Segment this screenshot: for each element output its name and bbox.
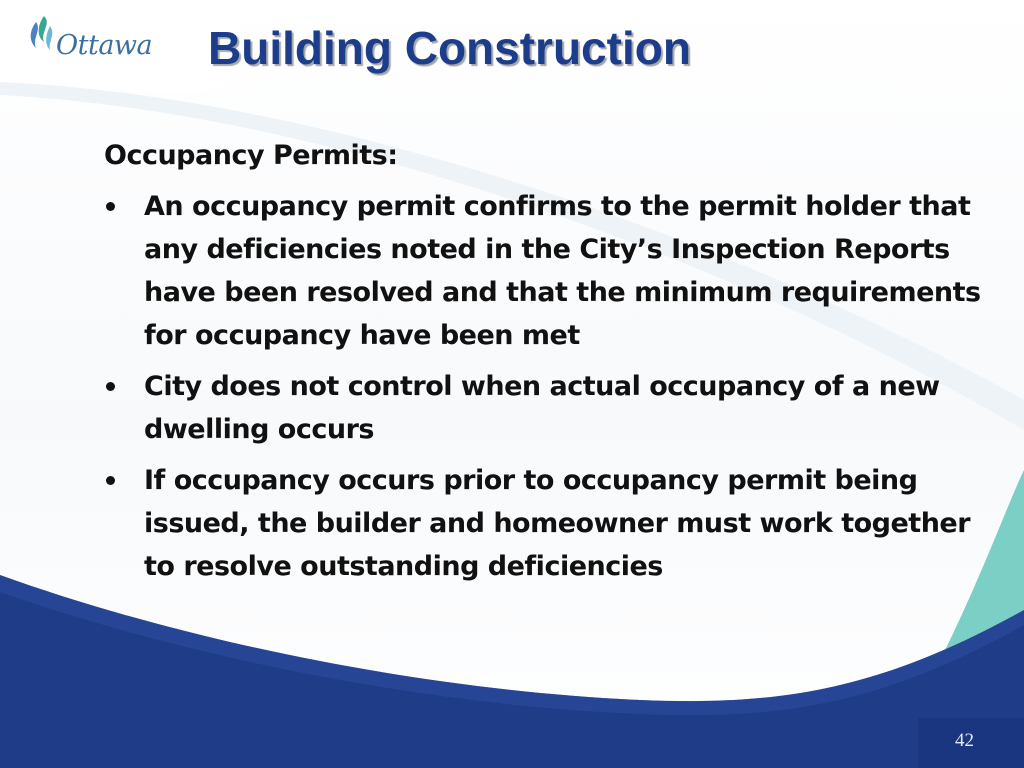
slide-title: Building Construction <box>208 22 691 74</box>
bullet-text: An occupancy permit confirms to the permit holder that any deficiencies noted in the City’s Inspection Reports have been resolved and that the minimum requirements for occupancy have been met <box>144 191 981 351</box>
bullet-dot-icon <box>106 202 115 211</box>
page-number: 42 <box>955 730 974 751</box>
navy-band <box>0 575 1024 768</box>
bullet-dot-icon <box>106 476 115 485</box>
bullet-text: City does not control when actual occupancy of a new dwelling occurs <box>144 371 940 445</box>
slide-body <box>104 134 984 596</box>
ottawa-logo <box>18 8 153 78</box>
bullet-item <box>104 459 984 588</box>
bullet-list <box>104 185 984 588</box>
bullet-item <box>104 185 984 357</box>
bullet-dot-icon <box>106 382 115 391</box>
bullet-text: If occupancy occurs prior to occupancy permit being issued, the builder and homeowner must work together to resolve outstanding deficiencies <box>144 465 971 582</box>
logo-wordmark: Ottawa <box>56 30 153 61</box>
bullet-item <box>104 365 984 451</box>
section-heading: Occupancy Permits: <box>104 140 398 171</box>
